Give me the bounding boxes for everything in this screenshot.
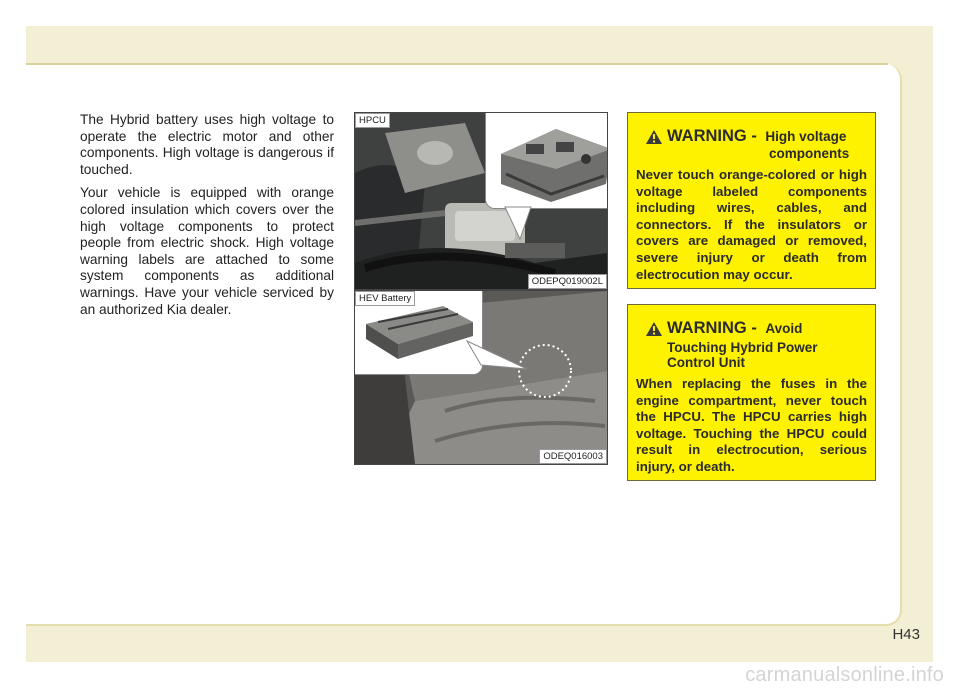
warning-subtitle-line2: components <box>769 146 850 161</box>
hpcu-label: HPCU <box>355 113 390 128</box>
body-paragraph-1: The Hybrid battery uses high voltage to operate the electric motor and other components. High voltage is dangerous if touched. <box>80 112 334 177</box>
body-text <box>80 112 334 325</box>
warning-box-high-voltage <box>627 112 876 289</box>
warning-heading <box>636 319 867 370</box>
warning-triangle-icon <box>646 322 662 336</box>
watermark: carmanualsonline.info <box>745 664 944 686</box>
hev-battery-figure-code: ODEQ016003 <box>539 449 607 464</box>
hev-battery-photo <box>354 290 608 465</box>
hev-battery-label: HEV Battery <box>355 291 415 306</box>
warning-word: WARNING - <box>667 127 762 145</box>
warning-subtitle-line1: High voltage <box>765 129 847 144</box>
warning-box-hpcu <box>627 304 876 481</box>
warning-body: Never touch orange-colored or high voltage labeled components including wires, cables, and connectors. If the insulators or covers are damaged or removed, severe injury or death from electrocution may occur. <box>636 167 867 282</box>
warning-subtitle-line2: Touching Hybrid Power Control Unit <box>667 340 818 370</box>
warning-body: When replacing the fuses in the engine compartment, never touch the HPCU. The HPCU carries high voltage. Touching the HPCU could result in electrocution, serious injury, or death. <box>636 376 867 474</box>
warning-triangle-icon <box>646 130 662 144</box>
body-paragraph-2: Your vehicle is equipped with orange colored insulation which covers over the high voltage components to protect people from electric shock. High voltage warning labels are attached to some system components as additional warnings. Have your vehicle serviced by an authorized Kia dealer. <box>80 185 334 317</box>
top-rule <box>26 63 888 65</box>
hev-battery-callout-line <box>355 291 607 464</box>
hpcu-figure-code: ODEPQ019002L <box>528 274 607 289</box>
warning-heading <box>636 127 867 161</box>
hpcu-callout-line <box>355 113 607 289</box>
hpcu-photo <box>354 112 608 290</box>
warning-subtitle-line1: Avoid <box>765 321 803 336</box>
warning-word: WARNING - <box>667 319 762 337</box>
page-number: H43 <box>892 626 920 643</box>
